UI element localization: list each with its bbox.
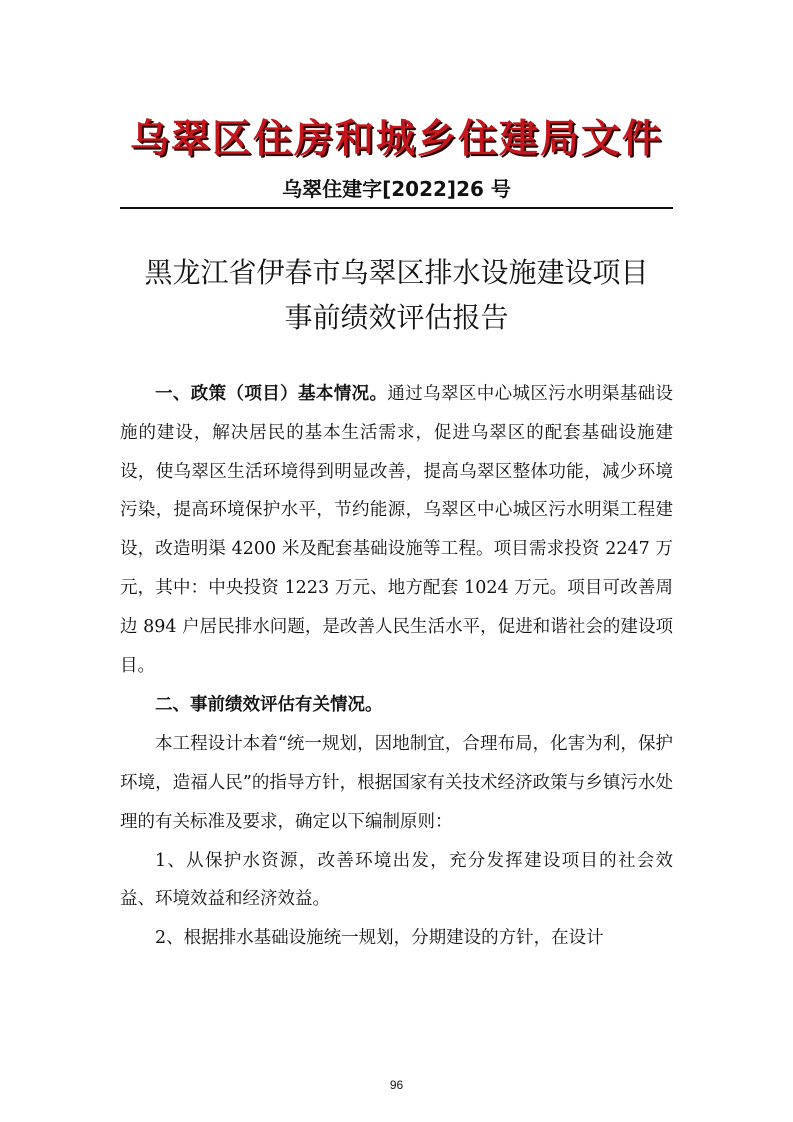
section-2-heading-paragraph [120, 686, 673, 725]
section-2-heading: 二、事前绩效评估有关情况。 [155, 695, 383, 716]
report-body [120, 375, 673, 958]
section-1-heading: 一、政策（项目）基本情况。 [155, 384, 388, 404]
section-2-item-1: 1、从保护水资源，改善环境出发，充分发挥建设项目的社会效益、环境效益和经济效益。 [120, 850, 673, 910]
section-1-text: 通过乌翠区中心城区污水明渠基础设施的建设，解决居民的基本生活需求，促进乌翠区的配套基础设施建设，使乌翠区生活环境得到明显改善，提高乌翠区整体功能，减少环境污染，提高环境保护水平，节约能源，乌翠区中心城区污水明渠工程建设，改造明渠 4200 米及配套基础设施等工程。项目需求投资 2247 万元，其中：中央投资 1223 万元、地方配套 1024 万元。项目可改善周边 894 户居民排水问题，是改善人民生活水平，促进和谐社会的建设项目。 [120, 384, 673, 676]
report-title-line-2: 事前绩效评估报告 [284, 301, 509, 334]
section-2-item-2: 2、根据排水基础设施统一规划，分期建设的方针，在设计 [155, 928, 604, 949]
report-title-line-1: 黑龙江省伊春市乌翠区排水设施建设项目 [144, 256, 649, 289]
page-number: 96 [389, 1078, 404, 1092]
section-1-paragraph [120, 375, 673, 685]
section-2-paragraph-1: 本工程设计本着“统一规划，因地制宜，合理布局，化害为利，保护环境，造福人民”的指导方针，根据国家有关技术经济政策与乡镇污水处理的有关标准及要求，确定以下编制原则： [120, 734, 673, 832]
org-header-title: 乌翠区住房和城乡住建局文件 [129, 116, 663, 162]
document-number: 乌翠住建字[2022]26 号 [282, 177, 511, 201]
report-title [0, 250, 793, 340]
header-divider [120, 207, 673, 209]
